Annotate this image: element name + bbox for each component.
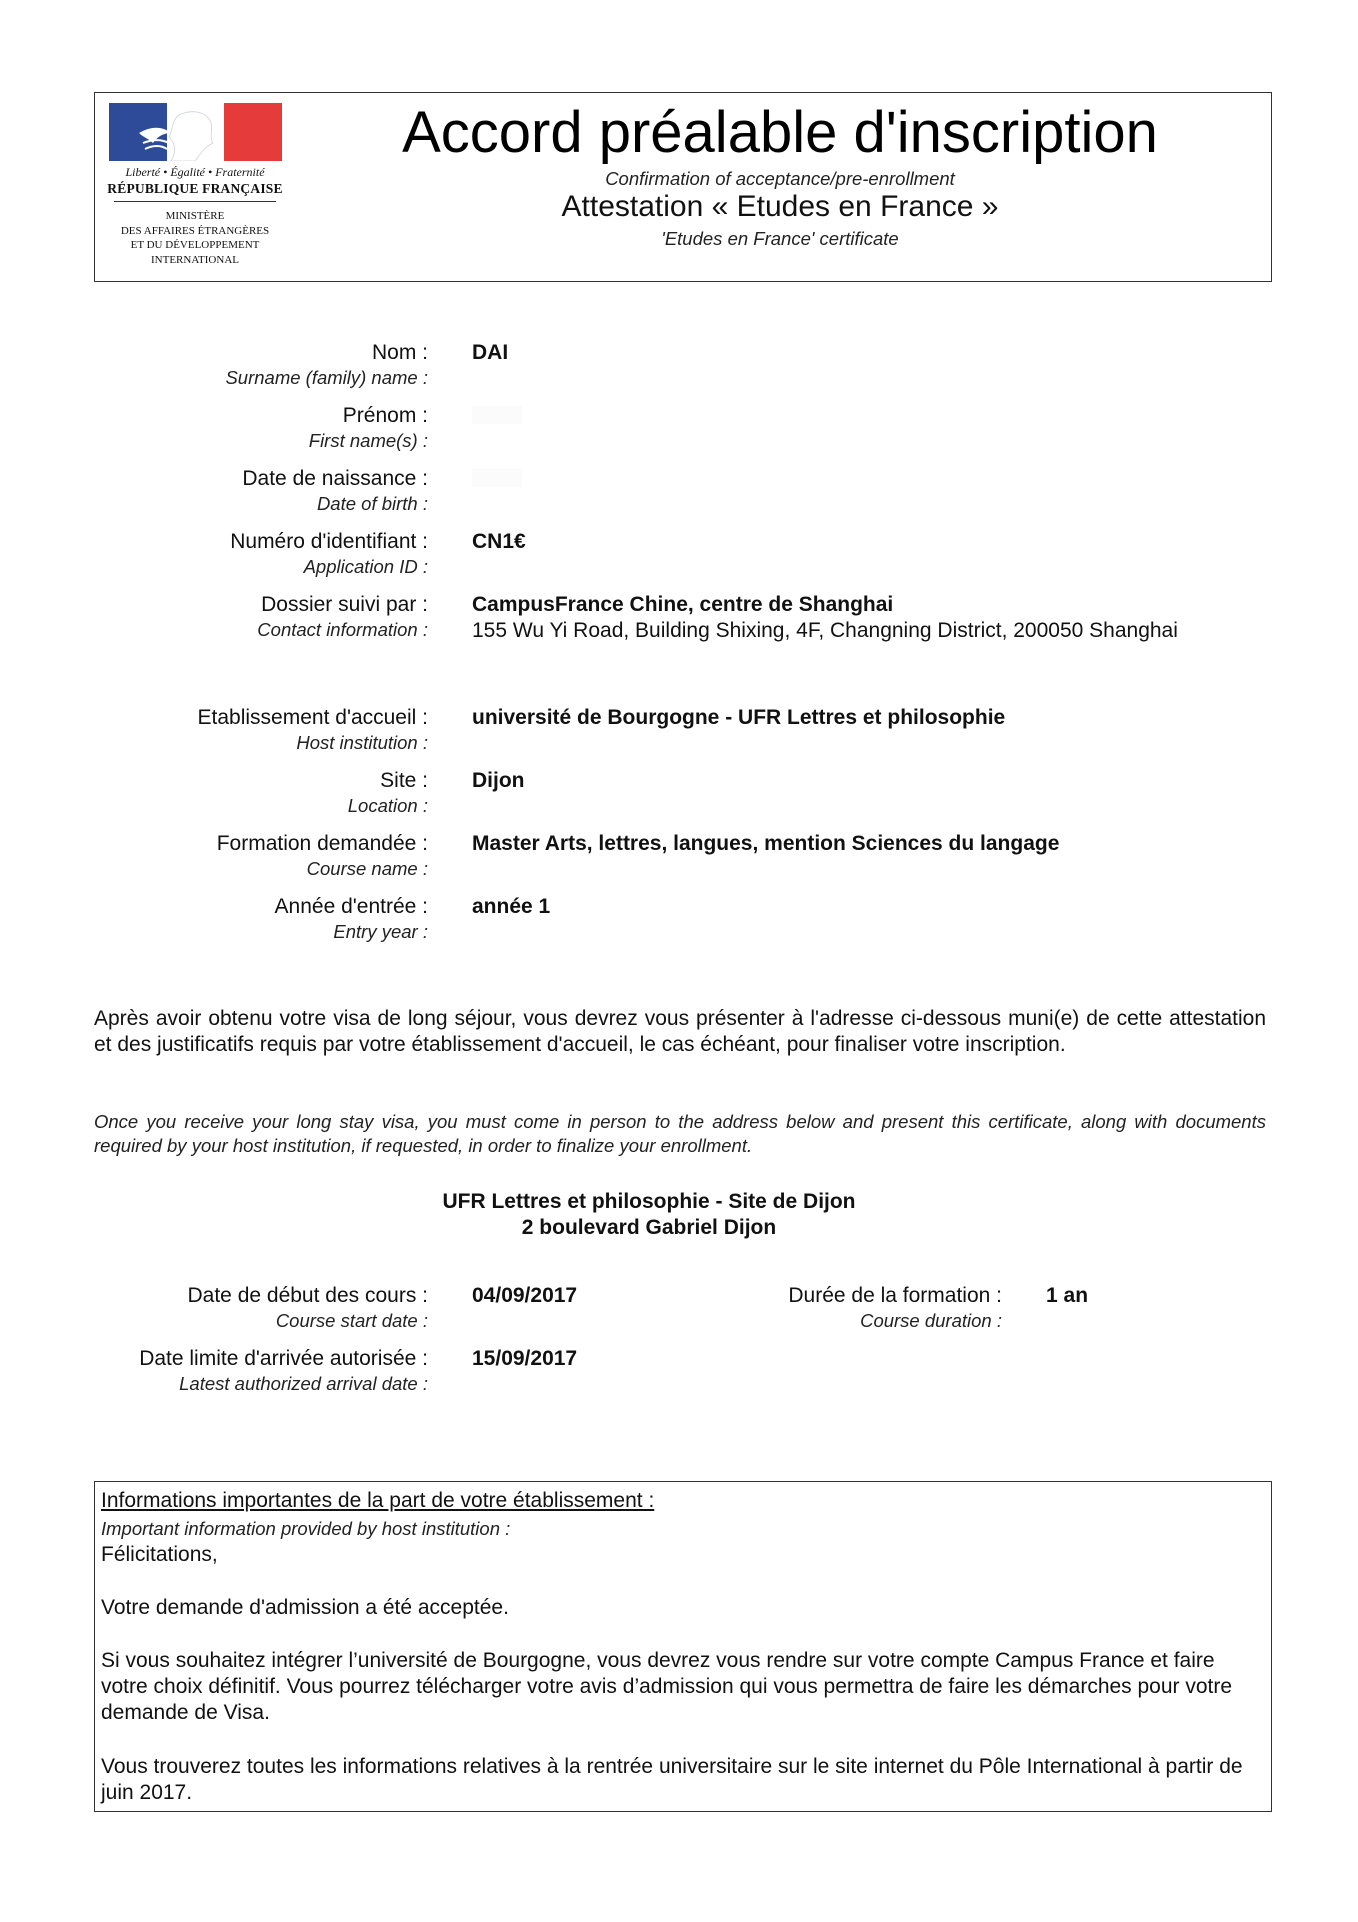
application-id-value: CN1€ [472, 530, 526, 553]
arrival-date-value: 15/09/2017 [472, 1347, 578, 1370]
info-subtitle: Important information provided by host institution : [101, 1518, 511, 1539]
first-name-label: Prénom : [342, 404, 428, 427]
host-institution-label-en: Host institution : [296, 732, 428, 753]
ministry-line: INTERNATIONAL [151, 253, 239, 266]
contact-label-en: Contact information : [257, 619, 428, 640]
address-line-2: 2 boulevard Gabriel Dijon [521, 1216, 777, 1239]
location-value: Dijon [472, 769, 525, 792]
host-institution-label: Etablissement d'accueil : [197, 706, 428, 729]
contact-value: CampusFrance Chine, centre de Shanghai [472, 593, 894, 616]
instructions-fr: Après avoir obtenu votre visa de long séjour, vous devrez vous présenter à l'adresse ci-dessous muni(e) de cette attestation et des justificatifs requis par votre établissement d'accueil, le cas échéant, pour finaliser votre inscription. [94, 1007, 1266, 1056]
start-date-label: Date de début des cours : [187, 1284, 428, 1307]
instructions-en: Once you receive your long stay visa, you must come in person to the address below and present this certificate, along with documents required by your host institution, if requested, in order to finalize your enrollment. [94, 1111, 1266, 1156]
course-label-en: Course name : [306, 858, 428, 879]
attestation-title-en: 'Etudes en France' certificate [661, 228, 899, 249]
surname-value: DAI [472, 341, 509, 364]
republique-francaise-logo [106, 101, 284, 269]
info-paragraph: Vous trouverez toutes les informations relatives à la rentrée universitaire sur le site internet du Pôle International à partir de juin 2017. [101, 1755, 1243, 1804]
info-title: Informations importantes de la part de votre établissement : [101, 1489, 655, 1512]
surname-label-en: Surname (family) name : [225, 367, 428, 388]
birth-date-label: Date de naissance : [242, 467, 428, 490]
first-name-label-en: First name(s) : [308, 430, 428, 451]
course-label: Formation demandée : [216, 832, 428, 855]
info-paragraph: Si vous souhaitez intégrer l’université de Bourgogne, vous devrez vous rendre sur votre compte Campus France et faire votre choix définitif. Vous pourrez télécharger votre avis d’admission qui vous permettra de faire les démarches pour votre demande de Visa. [101, 1649, 1233, 1724]
contact-address: 155 Wu Yi Road, Building Shixing, 4F, Changning District, 200050 Shanghai [472, 619, 1178, 642]
duration-label-en: Course duration : [860, 1310, 1002, 1331]
logo-republic: RÉPUBLIQUE FRANÇAISE [107, 181, 283, 196]
ministry-line: DES AFFAIRES ÉTRANGÈRES [120, 224, 270, 237]
contact-label: Dossier suivi par : [261, 593, 428, 616]
start-date-label-en: Course start date : [275, 1310, 428, 1331]
duration-value: 1 an [1046, 1284, 1089, 1307]
birth-date-label-en: Date of birth : [316, 493, 428, 514]
ministry-line: ET DU DÉVELOPPEMENT [130, 239, 260, 251]
application-id-label: Numéro d'identifiant : [230, 530, 428, 553]
surname-label: Nom : [371, 341, 428, 364]
start-date-value: 04/09/2017 [472, 1284, 578, 1307]
first-name-redacted [472, 406, 522, 424]
entry-year-label: Année d'entrée : [274, 895, 428, 918]
marianne-flag-icon [109, 103, 282, 161]
ministry-line: MINISTÈRE [165, 210, 225, 222]
birth-date-redacted [472, 469, 522, 487]
entry-year-label-en: Entry year : [333, 921, 428, 942]
entry-year-value: année 1 [472, 895, 551, 918]
logo-motto: Liberté • Égalité • Fraternité [125, 165, 265, 179]
application-id-label-en: Application ID : [303, 556, 428, 577]
arrival-date-label-en: Latest authorized arrival date : [179, 1373, 428, 1394]
document-subtitle-en: Confirmation of acceptance/pre-enrollment [605, 168, 955, 189]
duration-label: Durée de la formation : [788, 1284, 1002, 1307]
info-paragraph: Félicitations, [101, 1543, 218, 1566]
course-value: Master Arts, lettres, langues, mention Sciences du langage [472, 832, 1060, 855]
arrival-date-label: Date limite d'arrivée autorisée : [139, 1347, 428, 1370]
location-label: Site : [380, 769, 428, 792]
location-label-en: Location : [347, 795, 428, 816]
logo-divider [114, 201, 276, 202]
address-line-1: UFR Lettres et philosophie - Site de Dijon [442, 1190, 856, 1213]
host-institution-value: université de Bourgogne - UFR Lettres et philosophie [472, 706, 1006, 729]
document-title: Accord préalable d'inscription [402, 100, 1158, 165]
logo-ministry [106, 209, 284, 267]
info-paragraph: Votre demande d'admission a été acceptée. [101, 1596, 509, 1619]
attestation-title: Attestation « Etudes en France » [561, 190, 999, 223]
